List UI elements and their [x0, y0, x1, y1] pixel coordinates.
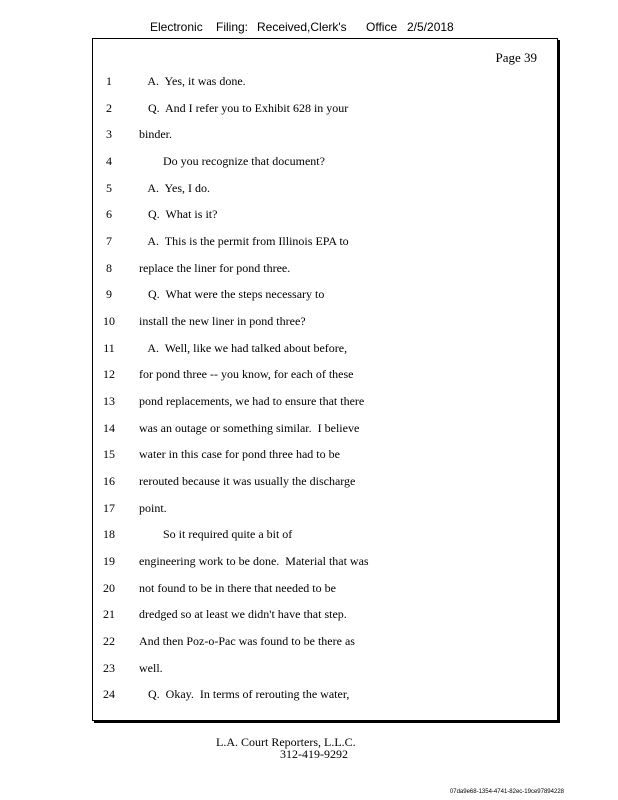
transcript-line [93, 498, 557, 518]
line-number: 20 [103, 581, 115, 595]
transcript-line [93, 284, 557, 304]
line-number: 9 [106, 287, 112, 301]
stamp-electronic: Electronic [150, 20, 203, 34]
transcript-line [93, 124, 557, 144]
line-number: 23 [103, 661, 115, 675]
transcript-line [93, 204, 557, 224]
line-text: not found to be in there that needed to be [139, 581, 336, 595]
line-number: 15 [103, 447, 115, 461]
line-text: for pond three -- you know, for each of these [139, 367, 354, 381]
line-text: Q. And I refer you to Exhibit 628 in your [139, 101, 349, 115]
line-text: Q. Okay. In terms of rerouting the water, [139, 687, 350, 701]
line-text: binder. [139, 127, 172, 141]
line-text: A. Well, like we had talked about before, [139, 341, 348, 355]
line-number: 8 [106, 261, 112, 275]
line-text: So it required quite a bit of [139, 527, 293, 541]
transcript-line [93, 418, 557, 438]
line-text: was an outage or something similar. I believe [139, 421, 360, 435]
transcript-line [93, 471, 557, 491]
line-number: 21 [103, 607, 115, 621]
page-number: Page 39 [495, 50, 537, 65]
reporter-company: L.A. Court Reporters, L.L.C. [216, 735, 356, 749]
line-number: 18 [103, 527, 115, 541]
line-number: 11 [103, 341, 115, 355]
line-number: 19 [103, 554, 115, 568]
transcript-line [93, 551, 557, 571]
transcript-line [93, 578, 557, 598]
line-number: 3 [106, 127, 112, 141]
transcript-line [93, 524, 557, 544]
transcript-line [93, 178, 557, 198]
line-number: 5 [106, 181, 112, 195]
document-id: 07da9e68-1354-4741-82ec-19ce97894228 [449, 789, 564, 795]
filing-stamp [150, 20, 454, 34]
line-number: 1 [106, 74, 112, 88]
line-text: Q. What is it? [139, 207, 218, 221]
line-text: A. Yes, it was done. [139, 74, 246, 88]
line-text: replace the liner for pond three. [139, 261, 291, 275]
transcript-line [93, 684, 557, 704]
transcript-page [92, 38, 558, 721]
line-text: A. Yes, I do. [139, 181, 211, 195]
line-text: Do you recognize that document? [139, 154, 325, 168]
transcript-line [93, 151, 557, 171]
line-text: pond replacements, we had to ensure that there [139, 394, 365, 408]
transcript-line [93, 338, 557, 358]
line-number: 22 [103, 634, 115, 648]
line-text: water in this case for pond three had to be [139, 447, 340, 461]
line-number: 7 [106, 234, 112, 248]
transcript-line [93, 71, 557, 91]
transcript-line [93, 98, 557, 118]
transcript-line [93, 444, 557, 464]
line-text: well. [139, 661, 163, 675]
stamp-received-clerks: Received,Clerk's [257, 20, 347, 34]
transcript-line [93, 391, 557, 411]
line-text: install the new liner in pond three? [139, 314, 306, 328]
transcript-line [93, 604, 557, 624]
stamp-filing: Filing: [216, 20, 249, 34]
line-number: 12 [103, 367, 115, 381]
line-text: Q. What were the steps necessary to [139, 287, 325, 301]
transcript-line [93, 311, 557, 331]
transcript-line [93, 258, 557, 278]
line-text: And then Poz-o-Pac was found to be there as [139, 634, 355, 648]
line-number: 13 [103, 394, 115, 408]
line-number: 24 [103, 687, 115, 701]
line-number: 10 [103, 314, 115, 328]
line-text: A. This is the permit from Illinois EPA to [139, 234, 349, 248]
transcript-line [93, 631, 557, 651]
line-number: 2 [106, 101, 112, 115]
transcript-line [93, 231, 557, 251]
line-number: 17 [103, 501, 115, 515]
line-number: 14 [103, 421, 115, 435]
line-text: point. [139, 501, 167, 515]
line-number: 16 [103, 474, 115, 488]
stamp-date: 2/5/2018 [407, 20, 454, 34]
reporter-phone: 312-419-9292 [280, 747, 348, 761]
stamp-office: Office [366, 20, 398, 34]
line-text: rerouted because it was usually the discharge [139, 474, 356, 488]
transcript-line [93, 364, 557, 384]
line-number: 6 [106, 207, 112, 221]
line-text: engineering work to be done. Material that was [139, 554, 369, 568]
line-number: 4 [106, 154, 112, 168]
transcript-line [93, 658, 557, 678]
line-text: dredged so at least we didn't have that step. [139, 607, 347, 621]
